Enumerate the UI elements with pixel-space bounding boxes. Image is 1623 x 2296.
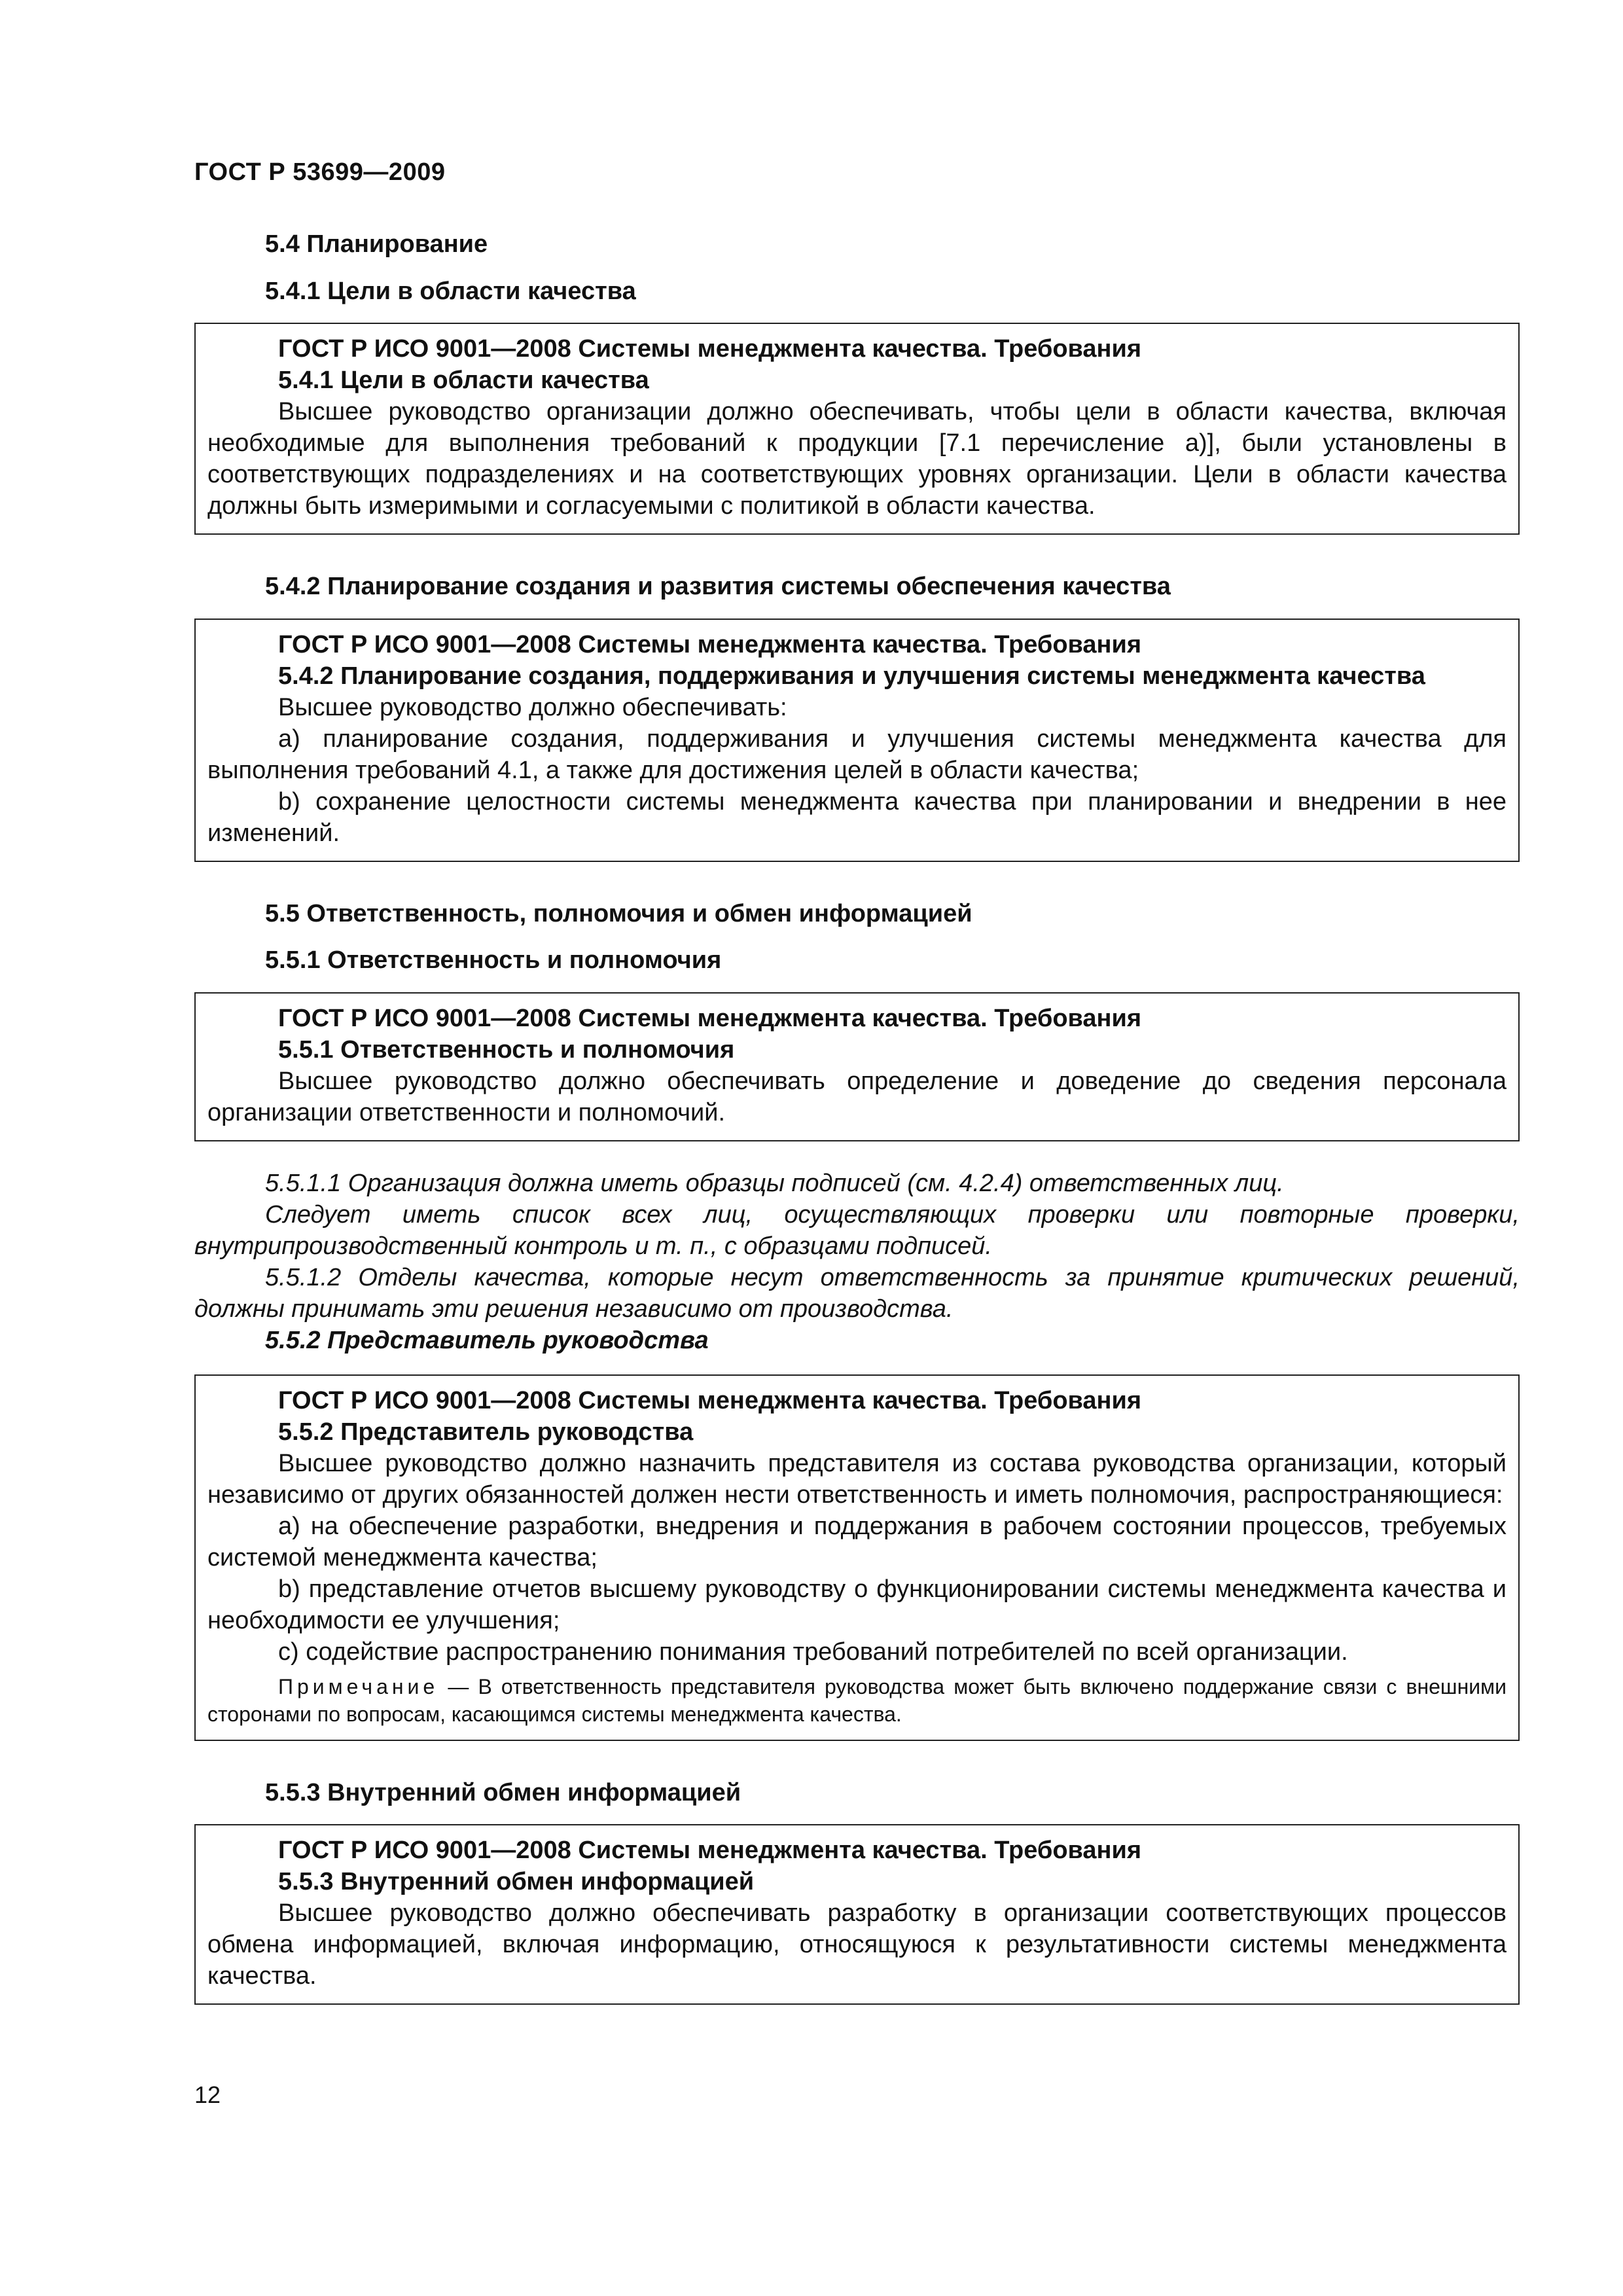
box-subtitle: 5.5.3 Внутренний обмен информацией — [278, 1868, 755, 1895]
section-5-4-1-heading: 5.4.1 Цели в области качества — [265, 277, 636, 305]
box-subtitle: 5.5.1 Ответственность и полномочия — [278, 1035, 735, 1064]
box-note — [207, 1673, 1507, 1728]
italic-paragraph-5-5-1-2: 5.5.1.2 Отделы качества, которые несут ответственность за принятие критических решений, должны принимать эти решения независимо от производства. — [194, 1263, 1520, 1323]
box-standard-title: ГОСТ Р ИСО 9001—2008 Системы менеджмента качества. Требования — [278, 630, 1142, 658]
section-5-5-heading: 5.5 Ответственность, полномочия и обмен информацией — [265, 899, 972, 927]
box-paragraph: Высшее руководство должно обеспечивать разработку в организации соответствующих процессов обмена информацией, включая информацию, относящуюся к результативности системы менеджмента качества. — [207, 1899, 1507, 1990]
note-label: Примечание — [278, 1674, 439, 1698]
section-5-4-heading: 5.4 Планирование — [265, 230, 488, 258]
note-text: — В ответственность представителя руководства может быть включено поддержание связи с внешними сторонами по вопросам, касающимся системы менеджмента качества. — [207, 1674, 1507, 1726]
document-code-header: ГОСТ Р 53699—2009 — [194, 158, 446, 186]
box-paragraph: Высшее руководство организации должно обеспечивать, чтобы цели в области качества, включая необходимые для выполнения требований к продукции [7.1 перечисление а)], были установлены в соответствующих подразделениях и на соответствующих уровнях организации. Цели в области качества должны быть измеримыми и согласуемыми с политикой в области качества. — [207, 398, 1507, 520]
page-body — [194, 229, 1520, 2041]
quote-box-5-4-2 — [194, 619, 1520, 862]
quote-box-5-4-1 — [194, 323, 1520, 535]
box-list-item-a: a) на обеспечение разработки, внедрения и поддержания в рабочем состоянии процессов, требуемых системой менеджмента качества; — [207, 1512, 1507, 1571]
box-paragraph: Высшее руководство должно обеспечивать: — [278, 693, 787, 721]
section-5-5-1-heading: 5.5.1 Ответственность и полномочия — [265, 946, 722, 974]
quote-box-5-5-3 — [194, 1824, 1520, 2005]
box-list-item-b: b) сохранение целостности системы менеджмента качества при планировании и внедрении в нее изменений. — [207, 787, 1507, 847]
box-list-item-c: c) содействие распространению понимания требований потребителей по всей организации. — [278, 1638, 1348, 1666]
box-list-item-a: a) планирование создания, поддерживания и улучшения системы менеджмента качества для выполнения требований 4.1, а также для достижения целей в области качества; — [207, 725, 1507, 784]
box-standard-title: ГОСТ Р ИСО 9001—2008 Системы менеджмента качества. Требования — [278, 1386, 1142, 1414]
box-paragraph: Высшее руководство должно обеспечивать определение и доведение до сведения персонала организации ответственности и полномочий. — [207, 1067, 1507, 1126]
box-subtitle: 5.4.1 Цели в области качества — [278, 367, 649, 394]
section-5-5-2-heading: 5.5.2 Представитель руководства — [265, 1326, 709, 1354]
box-standard-title: ГОСТ Р ИСО 9001—2008 Системы менеджмента качества. Требования — [278, 1837, 1142, 1864]
box-subtitle: 5.5.2 Представитель руководства — [278, 1418, 694, 1446]
section-5-4-2-heading: 5.4.2 Планирование создания и развития системы обеспечения качества — [265, 573, 1171, 600]
quote-box-5-5-2 — [194, 1374, 1520, 1741]
section-5-5-3-heading: 5.5.3 Внутренний обмен информацией — [265, 1778, 741, 1806]
box-standard-title: ГОСТ Р ИСО 9001—2008 Системы менеджмента качества. Требования — [278, 335, 1142, 363]
box-list-item-b: b) представление отчетов высшему руководству о функционировании системы менеджмента качества и необходимости ее улучшения; — [207, 1575, 1507, 1634]
italic-paragraph-signatures: Следует иметь список всех лиц, осуществляющих проверки или повторные проверки, внутрипроизводственный контроль и т. п., с образцами подписей. — [194, 1200, 1520, 1260]
italic-paragraph-5-5-1-1: 5.5.1.1 Организация должна иметь образцы подписей (см. 4.2.4) ответственных лиц. — [265, 1169, 1284, 1197]
box-subtitle: 5.4.2 Планирование создания, поддерживания и улучшения системы менеджмента качества — [278, 662, 1425, 690]
box-paragraph: Высшее руководство должно назначить представителя из состава руководства организации, который независимо от других обязанностей должен нести ответственность и иметь полномочия, распространяющиеся: — [207, 1449, 1507, 1509]
quote-box-5-5-1 — [194, 992, 1520, 1141]
box-standard-title: ГОСТ Р ИСО 9001—2008 Системы менеджмента качества. Требования — [278, 1004, 1142, 1032]
page-number: 12 — [194, 2081, 221, 2108]
